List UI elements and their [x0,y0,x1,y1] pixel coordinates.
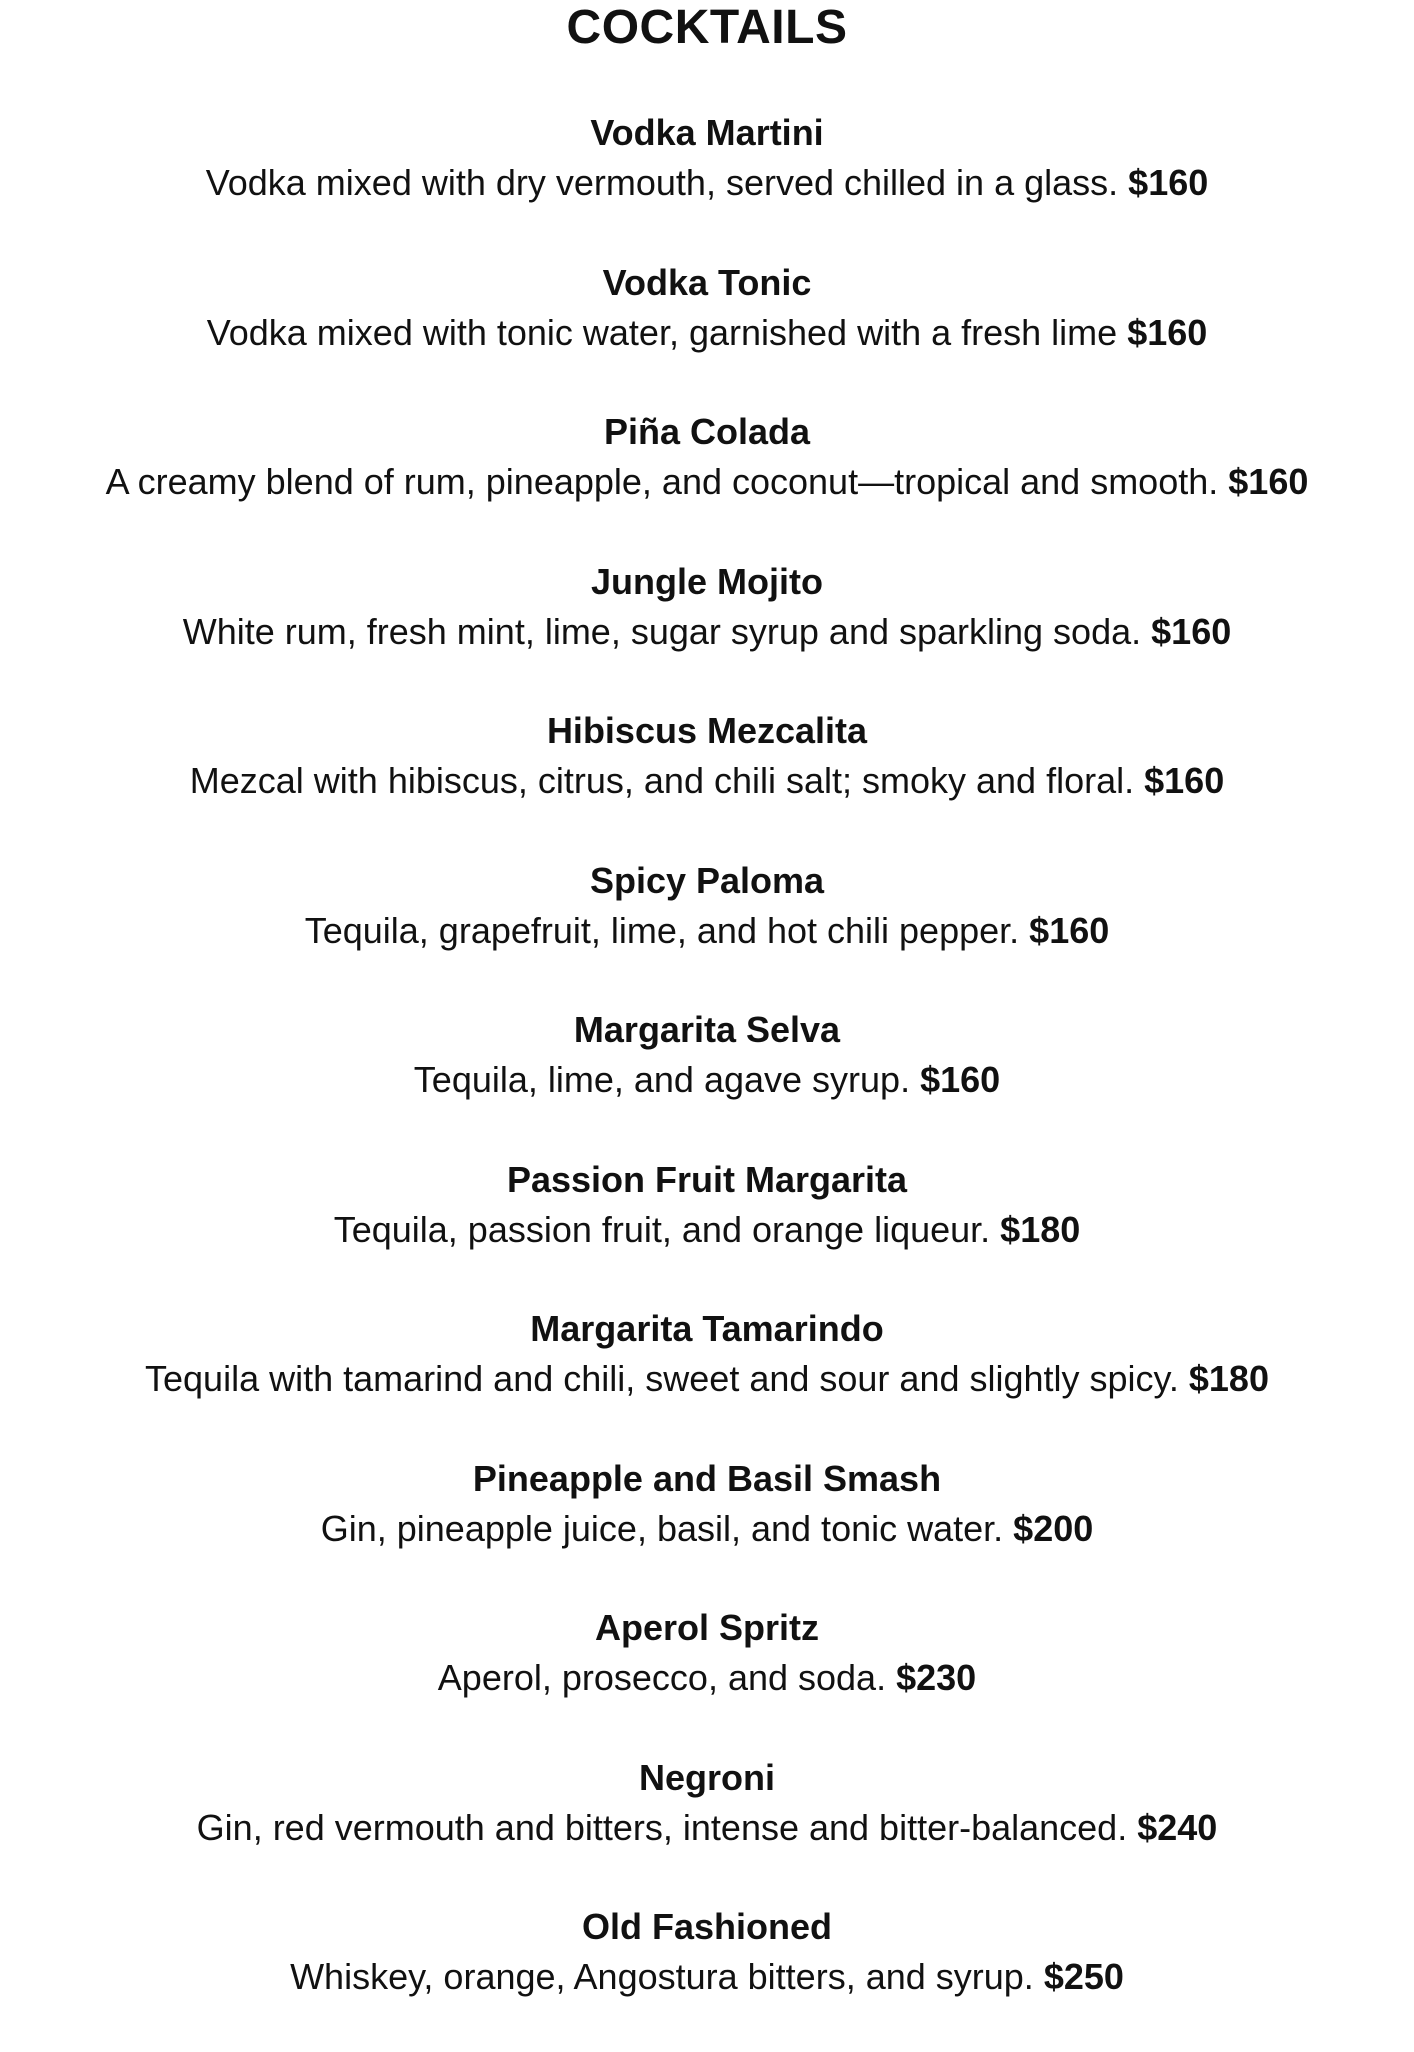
item-description: Tequila with tamarind and chili, sweet and sour and slightly spicy. [145,1358,1179,1399]
menu-item [0,1005,1414,1155]
item-name: Hibiscus Mezcalita [546,710,868,751]
item-description-line [0,607,1414,657]
item-description: Gin, pineapple juice, basil, and tonic water. [320,1507,1004,1549]
item-description: Vodka mixed with dry vermouth, served chilled in a glass. [205,162,1119,203]
item-name: Passion Fruit Margarita [506,1158,908,1200]
item-description: Gin, red vermouth and bitters, intense and bitter-balanced. [196,1806,1128,1848]
item-description-line [0,756,1414,806]
menu-item [0,856,1414,1006]
menu-item [0,1155,1414,1305]
item-description: White rum, fresh mint, lime, sugar syrup and sparkling soda. [182,610,1142,652]
item-description: Tequila, lime, and agave syrup. [413,1059,911,1100]
item-name: Vodka Tonic [602,261,812,303]
item-description-line [0,1205,1414,1255]
menu-item [0,1603,1414,1753]
item-description-line [0,158,1414,208]
item-description-line [0,457,1414,507]
menu-item [0,108,1414,258]
item-description: Aperol, prosecco, and soda. [437,1657,887,1698]
menu-item [0,557,1414,707]
item-name: Negroni [638,1756,775,1798]
item-description-line [0,906,1414,956]
item-price: $160 [1228,461,1309,502]
item-description: A creamy blend of rum, pineapple, and coconut—tropical and smooth. [105,461,1219,502]
item-price: $160 [1151,610,1232,652]
item-description: Whiskey, orange, Angostura bitters, and syrup. [290,1956,1034,1997]
menu-item [0,1454,1414,1604]
item-description: Mezcal with hibiscus, citrus, and chili salt; smoky and floral. [189,760,1135,801]
item-name: Vodka Martini [590,112,824,153]
item-price: $200 [1013,1507,1094,1549]
item-price: $180 [1000,1208,1081,1250]
item-name: Old Fashioned [581,1906,832,1947]
item-description: Vodka mixed with tonic water, garnished with a fresh lime [206,311,1118,353]
item-name: Margarita Tamarindo [530,1308,884,1349]
menu-item [0,1304,1414,1454]
menu-title: COCKTAILS [566,1,848,54]
item-price: $180 [1188,1358,1269,1399]
menu-item [0,706,1414,856]
item-name: Piña Colada [603,411,811,452]
menu-item [0,258,1414,408]
item-description-line [0,1055,1414,1105]
menu-item [0,1902,1414,2052]
item-name: Aperol Spritz [594,1607,819,1648]
item-price: $240 [1137,1806,1218,1848]
menu-item [0,407,1414,557]
item-price: $160 [1128,162,1209,203]
item-price: $160 [1127,311,1208,353]
item-description-line [0,1354,1414,1404]
item-description: Tequila, passion fruit, and orange liqueur. [333,1208,991,1250]
menu-item [0,1753,1414,1903]
item-description-line [0,1653,1414,1703]
item-price: $250 [1043,1956,1124,1997]
item-name: Jungle Mojito [591,560,823,602]
item-name: Pineapple and Basil Smash [472,1457,942,1499]
cocktail-list [0,108,1414,2052]
item-name: Margarita Selva [573,1009,841,1050]
item-description-line [0,1952,1414,2002]
item-description: Tequila, grapefruit, lime, and hot chili pepper. [304,909,1020,951]
item-description-line [0,1504,1414,1554]
item-price: $160 [1144,760,1225,801]
item-price: $160 [1029,909,1110,951]
item-price: $160 [920,1059,1001,1100]
item-price: $230 [896,1657,977,1698]
item-description-line [0,308,1414,358]
item-description-line [0,1803,1414,1853]
item-name: Spicy Paloma [589,859,825,901]
